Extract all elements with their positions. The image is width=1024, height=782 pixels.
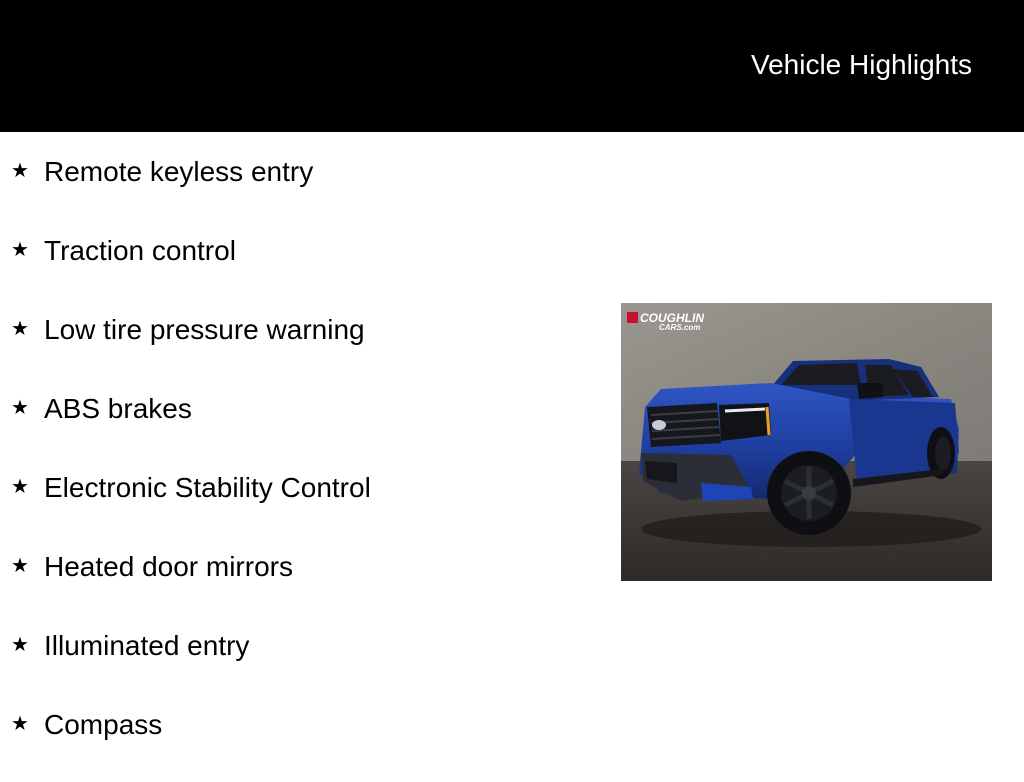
feature-item — [0, 466, 600, 545]
feature-label: Compass — [44, 709, 163, 740]
star-icon: ★ — [11, 316, 29, 340]
logo-text-line2: CARS.com — [659, 323, 701, 332]
star-icon: ★ — [11, 474, 29, 498]
star-icon: ★ — [11, 711, 29, 735]
feature-item — [0, 703, 600, 782]
star-icon: ★ — [11, 395, 29, 419]
star-icon: ★ — [11, 158, 29, 182]
page-title: Vehicle Highlights — [750, 49, 972, 80]
feature-label: Low tire pressure warning — [44, 314, 365, 345]
feature-label: Remote keyless entry — [44, 156, 314, 187]
feature-item — [0, 387, 600, 466]
vehicle-photo — [621, 303, 992, 581]
logo-text-line1: COUGHLIN — [640, 311, 704, 325]
feature-list — [0, 150, 600, 782]
feature-label: Traction control — [44, 235, 236, 266]
star-icon: ★ — [11, 237, 29, 261]
feature-item — [0, 308, 600, 387]
feature-item — [0, 545, 600, 624]
feature-label: Illuminated entry — [44, 630, 250, 661]
truck-illustration — [621, 303, 992, 581]
feature-label: ABS brakes — [44, 393, 192, 424]
header-bar — [0, 0, 1024, 132]
logo-badge — [627, 312, 638, 323]
feature-item — [0, 150, 600, 229]
feature-label: Heated door mirrors — [44, 551, 293, 582]
star-icon: ★ — [11, 553, 29, 577]
feature-label: Electronic Stability Control — [44, 472, 371, 503]
star-icon: ★ — [11, 632, 29, 656]
feature-item — [0, 229, 600, 308]
feature-item — [0, 624, 600, 703]
